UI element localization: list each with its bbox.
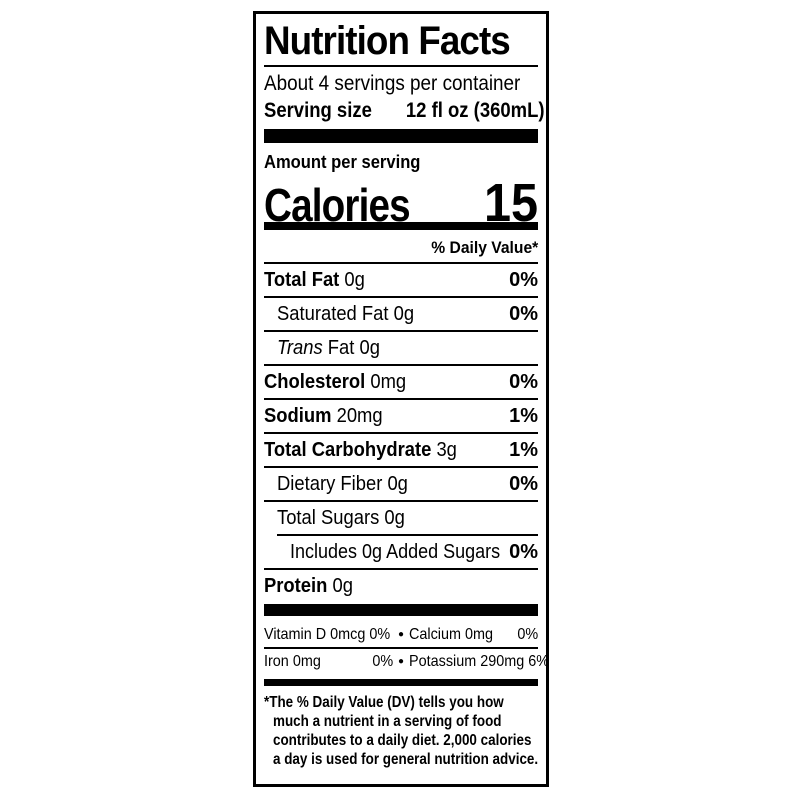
- nutrient-pct: 0%: [509, 473, 538, 495]
- nutrient-amount: 0g: [344, 269, 365, 291]
- nutrient-name: Sodium: [264, 405, 332, 427]
- footnote-line-3: contributes to a daily diet. 2,000 calories: [273, 732, 532, 749]
- medium-divider-bar-footnote: [264, 679, 538, 686]
- calcium-value: Calcium 0mg: [409, 626, 494, 643]
- nutrient-name: Cholesterol: [264, 371, 366, 393]
- nutrient-amount: 0g: [359, 337, 380, 359]
- nutrient-row-total-carbohydrate: [264, 434, 538, 468]
- nutrient-amount: 0g: [393, 303, 415, 325]
- nutrient-name: Total Sugars: [277, 507, 380, 529]
- bullet-icon: ●: [397, 656, 405, 667]
- nutrient-row-cholesterol: [264, 366, 538, 400]
- nutrient-pct: 0%: [509, 371, 538, 393]
- footnote-line-1: *The % Daily Value (DV) tells you how: [264, 694, 504, 711]
- amount-per-serving-label: Amount per serving: [264, 152, 421, 172]
- nutrient-amount: 0g: [384, 507, 405, 529]
- nutrient-pct: 0%: [509, 269, 538, 291]
- nutrition-facts-label: [253, 11, 549, 787]
- calories-row: [264, 172, 538, 233]
- servings-per-container: About 4 servings per container: [264, 72, 521, 95]
- nutrient-row-saturated-fat: [264, 298, 538, 332]
- nutrient-name: Fat: [327, 337, 355, 359]
- nutrient-name: Dietary Fiber: [277, 473, 383, 495]
- nutrient-name: Total Carbohydrate: [264, 439, 432, 461]
- thick-divider-bar-protein: [264, 604, 538, 616]
- nutrient-amount: 3g: [436, 439, 457, 461]
- nutrient-name: Protein: [264, 575, 328, 597]
- nutrient-amount: 0g: [387, 473, 408, 495]
- nutrient-pct: 1%: [509, 439, 538, 461]
- iron-pct: 0%: [372, 653, 393, 670]
- title-divider: [264, 65, 538, 67]
- calories-value: 15: [483, 173, 538, 233]
- serving-size-row: [264, 97, 545, 124]
- nutrient-name: Total Fat: [264, 269, 340, 291]
- nutrient-name: Includes 0g Added Sugars: [290, 541, 501, 563]
- nutrient-row-trans-fat: [264, 332, 538, 366]
- footnote-line-4: a day is used for general nutrition advice.: [273, 751, 539, 768]
- nutrient-name-italic: Trans: [277, 337, 323, 359]
- nutrient-pct: 0%: [509, 541, 538, 563]
- serving-size-label: Serving size: [264, 99, 372, 122]
- micronutrient-row-2: [264, 649, 550, 674]
- label-title: [264, 19, 538, 63]
- label-title-text: Nutrition Facts: [264, 19, 510, 63]
- footnote-line-2: much a nutrient in a serving of food: [273, 713, 502, 730]
- nutrient-row-dietary-fiber: [264, 468, 538, 502]
- nutrient-amount: 20mg: [336, 405, 383, 427]
- calcium-pct: 0%: [517, 626, 539, 643]
- daily-value-header: % Daily Value*: [264, 237, 538, 264]
- nutrient-row-added-sugars: [264, 536, 538, 570]
- calories-label: Calories: [264, 179, 410, 231]
- iron-value: Iron 0mg: [264, 653, 321, 670]
- nutrient-amount: 0g: [332, 575, 353, 597]
- footnote: [264, 693, 538, 769]
- vitamin-d-value: Vitamin D 0mcg 0%: [264, 626, 391, 643]
- nutrient-row-total-fat: [264, 264, 538, 298]
- nutrient-amount: 0mg: [370, 371, 407, 393]
- nutrient-row-sodium: [264, 400, 538, 434]
- nutrient-pct: 1%: [509, 405, 538, 427]
- bullet-icon: ●: [397, 629, 405, 640]
- serving-size-value: 12 fl oz (360mL): [405, 99, 545, 122]
- nutrient-row-protein: [264, 570, 538, 602]
- thick-divider-bar-top: [264, 129, 538, 143]
- nutrient-row-total-sugars: [264, 502, 538, 534]
- nutrient-pct: 0%: [509, 303, 538, 325]
- micronutrient-row-1: [264, 622, 538, 647]
- potassium-value: Potassium 290mg 6%: [409, 653, 550, 670]
- nutrient-name: Saturated Fat: [277, 303, 389, 325]
